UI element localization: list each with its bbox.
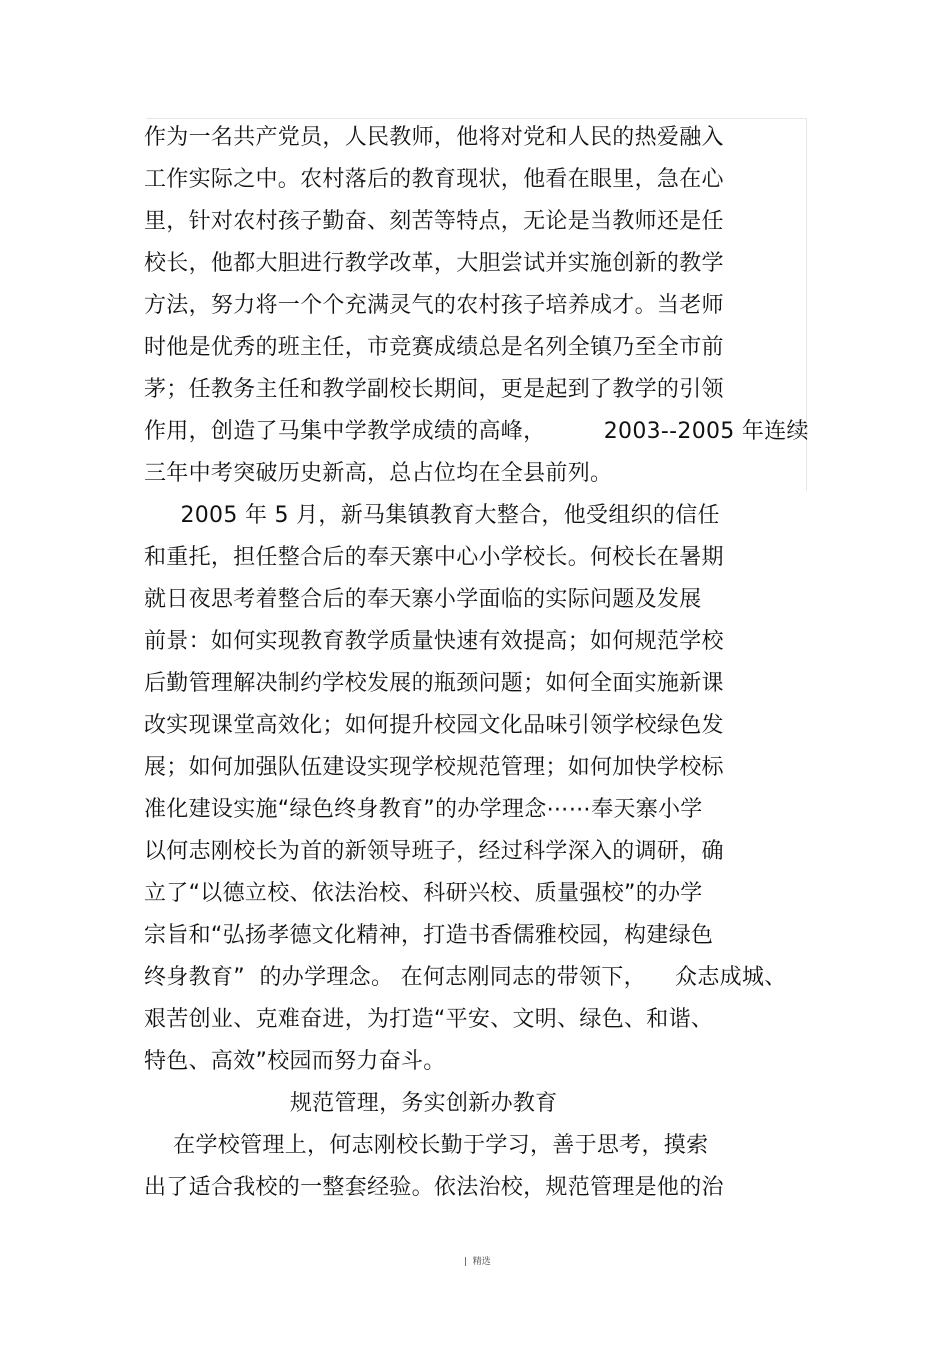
text-line: 立了“以德立校、依法治校、科研兴校、质量强校”的办学 [144,881,703,906]
text-line: 作用，创造了马集中学教学成绩的高峰， 2003--2005 年连续 [144,419,809,444]
text-line: 前景：如何实现教育教学质量快速有效提高；如何规范学校 [144,629,724,654]
section-heading: 规范管理，务实创新办教育 [144,1091,558,1116]
text-line: 茅；任教务主任和教学副校长期间，更是起到了教学的引领 [144,377,724,402]
text-line: 终身教育” 的办学理念。 在何志刚同志的带领下， 众志成城、 [144,965,787,990]
text-line: 展；如何加强队伍建设实现学校规范管理；如何加快学校标 [144,755,724,780]
text-line: 就日夜思考着整合后的奉天寨小学面临的实际问题及发展 [144,587,702,612]
text-line: 出了适合我校的一整套经验。依法治校，规范管理是他的治 [144,1175,724,1200]
text-line: 在学校管理上，何志刚校长勤于学习，善于思考，摸索 [144,1133,709,1158]
text-line: 特色、高效”校园而努力奋斗。 [144,1049,446,1074]
text-line: 准化建设实施“绿色终身教育”的办学理念⋯⋯奉天寨小学 [144,797,703,822]
text-line: 宗旨和“弘扬孝德文化精神，打造书香儒雅校园，构建绿色 [144,923,714,948]
text-line: 改实现课堂高效化；如何提升校园文化品味引领学校绿色发 [144,713,724,738]
text-line: 里，针对农村孩子勤奋、刻苦等特点，无论是当教师还是任 [144,209,724,234]
text-line: 作为一名共产党员，人民教师，他将对党和人民的热爱融入 [144,125,724,150]
page-footer: | 精选 [464,1257,491,1267]
text-line: 和重托，担任整合后的奉天寨中心小学校长。何校长在暑期 [144,545,724,570]
text-line: 工作实际之中。农村落后的教育现状，他看在眼里，急在心 [144,167,724,192]
text-line: 艰苦创业、克难奋进，为打造“平安、文明、绿色、和谐、 [144,1007,714,1032]
text-line: 校长，他都大胆进行教学改革，大胆尝试并实施创新的教学 [144,251,724,276]
text-line: 2005 年 5 月，新马集镇教育大整合，他受组织的信任 [144,503,720,528]
text-line: 以何志刚校长为首的新领导班子，经过科学深入的调研，确 [144,839,724,864]
text-line: 后勤管理解决制约学校发展的瓶颈问题；如何全面实施新课 [144,671,724,696]
text-line: 三年中考突破历史新高，总占位均在全县前列。 [144,461,613,486]
text-line: 时他是优秀的班主任，市竞赛成绩总是名列全镇乃至全市前 [144,335,724,360]
text-line: 方法，努力将一个个充满灵气的农村孩子培养成才。当老师 [144,293,724,318]
